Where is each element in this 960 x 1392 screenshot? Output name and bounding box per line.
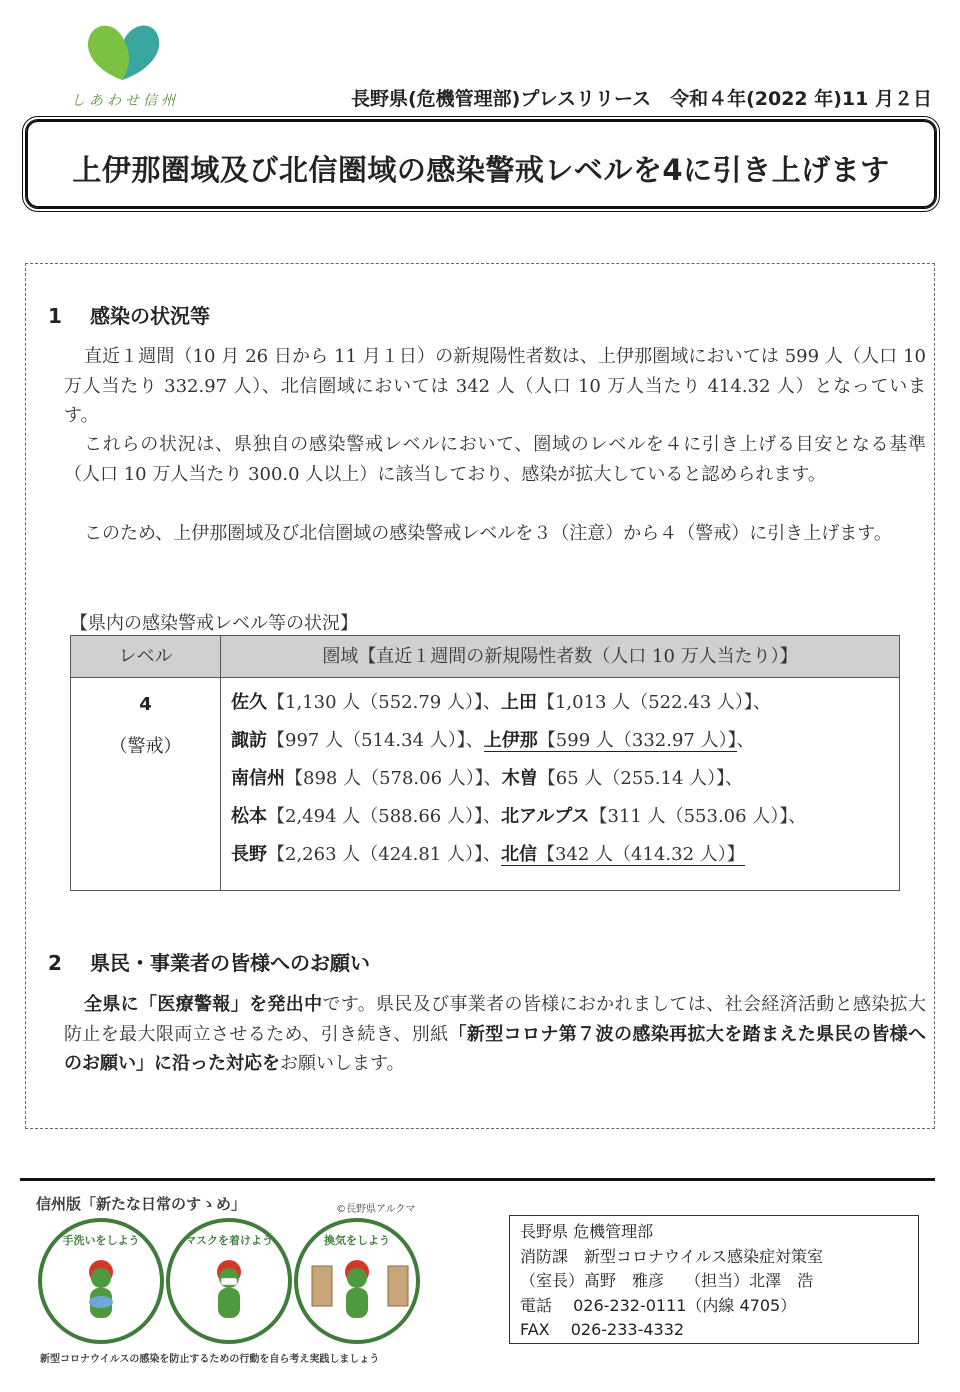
alert-level-table bbox=[70, 635, 900, 891]
separator: 、 bbox=[483, 768, 502, 789]
contact-persons: （室長）髙野 雅彦 （担当）北澤 浩 bbox=[520, 1271, 814, 1290]
shinshu-logo bbox=[60, 18, 190, 110]
level-value: 4 bbox=[139, 694, 152, 715]
badge-text: 換気をしよう bbox=[324, 1234, 390, 1247]
mask-badge bbox=[166, 1218, 292, 1344]
badge-text: マスクを着けよう bbox=[185, 1234, 273, 1247]
paragraph-text: です。県民及び事業者の皆様におかれましては、社会経済活動と感染拡大防止を最大限両立させるため、引き続き、別紙 bbox=[64, 994, 927, 1045]
area-name: 松本 bbox=[231, 806, 267, 827]
area-name: 上田 bbox=[500, 692, 537, 713]
area-value: 【2,263 人（424.81 人）】 bbox=[267, 844, 483, 865]
area-row bbox=[231, 764, 743, 794]
area-row bbox=[231, 726, 755, 756]
slogan-title: 信州版「新たな日常のすゝめ」 bbox=[36, 1195, 247, 1213]
area-value: 【65 人（255.14 人）】 bbox=[537, 768, 726, 789]
table-cell-areas bbox=[231, 688, 899, 890]
footer-divider bbox=[20, 1178, 935, 1181]
level-label: （警戒） bbox=[109, 736, 182, 757]
area-value: 【342 人（414.32 人）】 bbox=[536, 844, 745, 865]
table-header-level: レベル bbox=[71, 636, 221, 678]
area-name: 長野 bbox=[231, 844, 267, 865]
separator: 、 bbox=[482, 692, 501, 713]
area-name: 佐久 bbox=[231, 692, 267, 713]
contact-department: 長野県 危機管理部 bbox=[520, 1222, 654, 1241]
highlighted-area bbox=[501, 844, 745, 866]
separator: 、 bbox=[482, 844, 501, 865]
section2-heading bbox=[48, 947, 370, 976]
area-name: 南信州 bbox=[231, 768, 285, 789]
badge-text: 手洗いをしよう bbox=[62, 1234, 140, 1247]
mascot-icon bbox=[337, 1258, 377, 1330]
table-caption: 【県内の感染警戒レベル等の状況】 bbox=[70, 613, 358, 634]
area-row bbox=[231, 688, 771, 718]
section1-heading bbox=[48, 300, 210, 329]
table-cell-level bbox=[71, 678, 221, 890]
area-value: 【2,494 人（588.66 人）】 bbox=[267, 806, 483, 827]
highlighted-area bbox=[484, 730, 737, 752]
handwash-badge bbox=[38, 1218, 164, 1344]
area-value: 【599 人（332.97 人）】 bbox=[537, 730, 737, 751]
section1-paragraph-1: 直近１週間（10 月 26 日から 11 月１日）の新規陽性者数は、上伊那圏域においては 599 人（人口 10 万人当たり 332.97 人）、北信圏域においては 342 人（人口 10 万人当たり 414.32 人）となっています。 bbox=[64, 346, 926, 426]
area-name: 北信 bbox=[500, 844, 537, 865]
contact-phone: 電話 026-232-0111（内線 4705） bbox=[520, 1295, 797, 1315]
area-value: 【898 人（578.06 人）】 bbox=[285, 768, 484, 789]
section1-paragraph-2: これらの状況は、県独自の感染警戒レベルにおいて、圏域のレベルを４に引き上げる目安となる基準（人口 10 万人当たり 300.0 人以上）に該当しており、感染が拡大していると認められます。 bbox=[64, 434, 926, 485]
heart-leaf-icon bbox=[60, 18, 190, 90]
request-title-text: 「新型コロナ第７波の感染再拡大を踏まえた県民の皆様へのお願い」に沿った対応を bbox=[64, 1023, 927, 1074]
separator: 、 bbox=[752, 692, 771, 713]
section2-number: 2 bbox=[48, 951, 62, 975]
area-value: 【1,013 人（522.43 人）】 bbox=[536, 692, 753, 713]
section2-title: 県民・事業者の皆様へのお願い bbox=[90, 951, 370, 975]
page-title: 上伊那圏域及び北信圏域の感染警戒レベルを4に引き上げます bbox=[72, 153, 890, 187]
area-value: 【1,130 人（552.79 人）】 bbox=[267, 692, 483, 713]
section1-paragraph-3: このため、上伊那圏域及び北信圏域の感染警戒レベルを３（注意）から４（警戒）に引き上げます。 bbox=[84, 523, 892, 544]
copyright-text: ©長野県アルクマ bbox=[336, 1204, 416, 1215]
separator: 、 bbox=[736, 730, 755, 751]
press-release-line: 長野県(危機管理部)プレスリリース 令和４年(2022 年)11 月２日 bbox=[350, 88, 932, 110]
contact-office: 消防課 新型コロナウイルス感染症対策室 bbox=[520, 1246, 824, 1266]
section1-title: 感染の状況等 bbox=[90, 304, 210, 328]
area-value: 【997 人（514.34 人）】 bbox=[267, 730, 466, 751]
separator: 、 bbox=[465, 730, 484, 751]
ventilation-badge bbox=[294, 1218, 420, 1344]
contact-box bbox=[509, 1215, 919, 1344]
mascot-icon bbox=[209, 1258, 249, 1330]
paragraph-text: お願いします。 bbox=[280, 1053, 405, 1074]
area-name: 諏訪 bbox=[231, 730, 267, 751]
medical-alert-text: 全県に「医療警報」を発出中 bbox=[84, 994, 323, 1015]
table-header-area: 圏域【直近１週間の新規陽性者数（人口 10 万人当たり）】 bbox=[221, 636, 899, 678]
logo-text: しあわせ信州 bbox=[71, 93, 179, 109]
area-row bbox=[231, 802, 806, 832]
separator: 、 bbox=[725, 768, 744, 789]
area-value: 【311 人（553.06 人）】 bbox=[589, 806, 789, 827]
section1-number: 1 bbox=[48, 304, 62, 328]
footer-note: 新型コロナウイルスの感染を防止するための行動を自ら考え実践しましょう bbox=[40, 1354, 380, 1365]
area-name: 北アルプス bbox=[500, 806, 590, 827]
section2-paragraph bbox=[64, 990, 926, 1079]
separator: 、 bbox=[482, 806, 501, 827]
title-box bbox=[22, 116, 940, 212]
area-name: 上伊那 bbox=[483, 730, 538, 751]
area-name: 木曽 bbox=[501, 768, 538, 789]
mascot-icon bbox=[81, 1258, 121, 1330]
separator: 、 bbox=[788, 806, 807, 827]
area-row bbox=[231, 840, 745, 870]
contact-fax: FAX 026-233-4332 bbox=[520, 1320, 685, 1339]
